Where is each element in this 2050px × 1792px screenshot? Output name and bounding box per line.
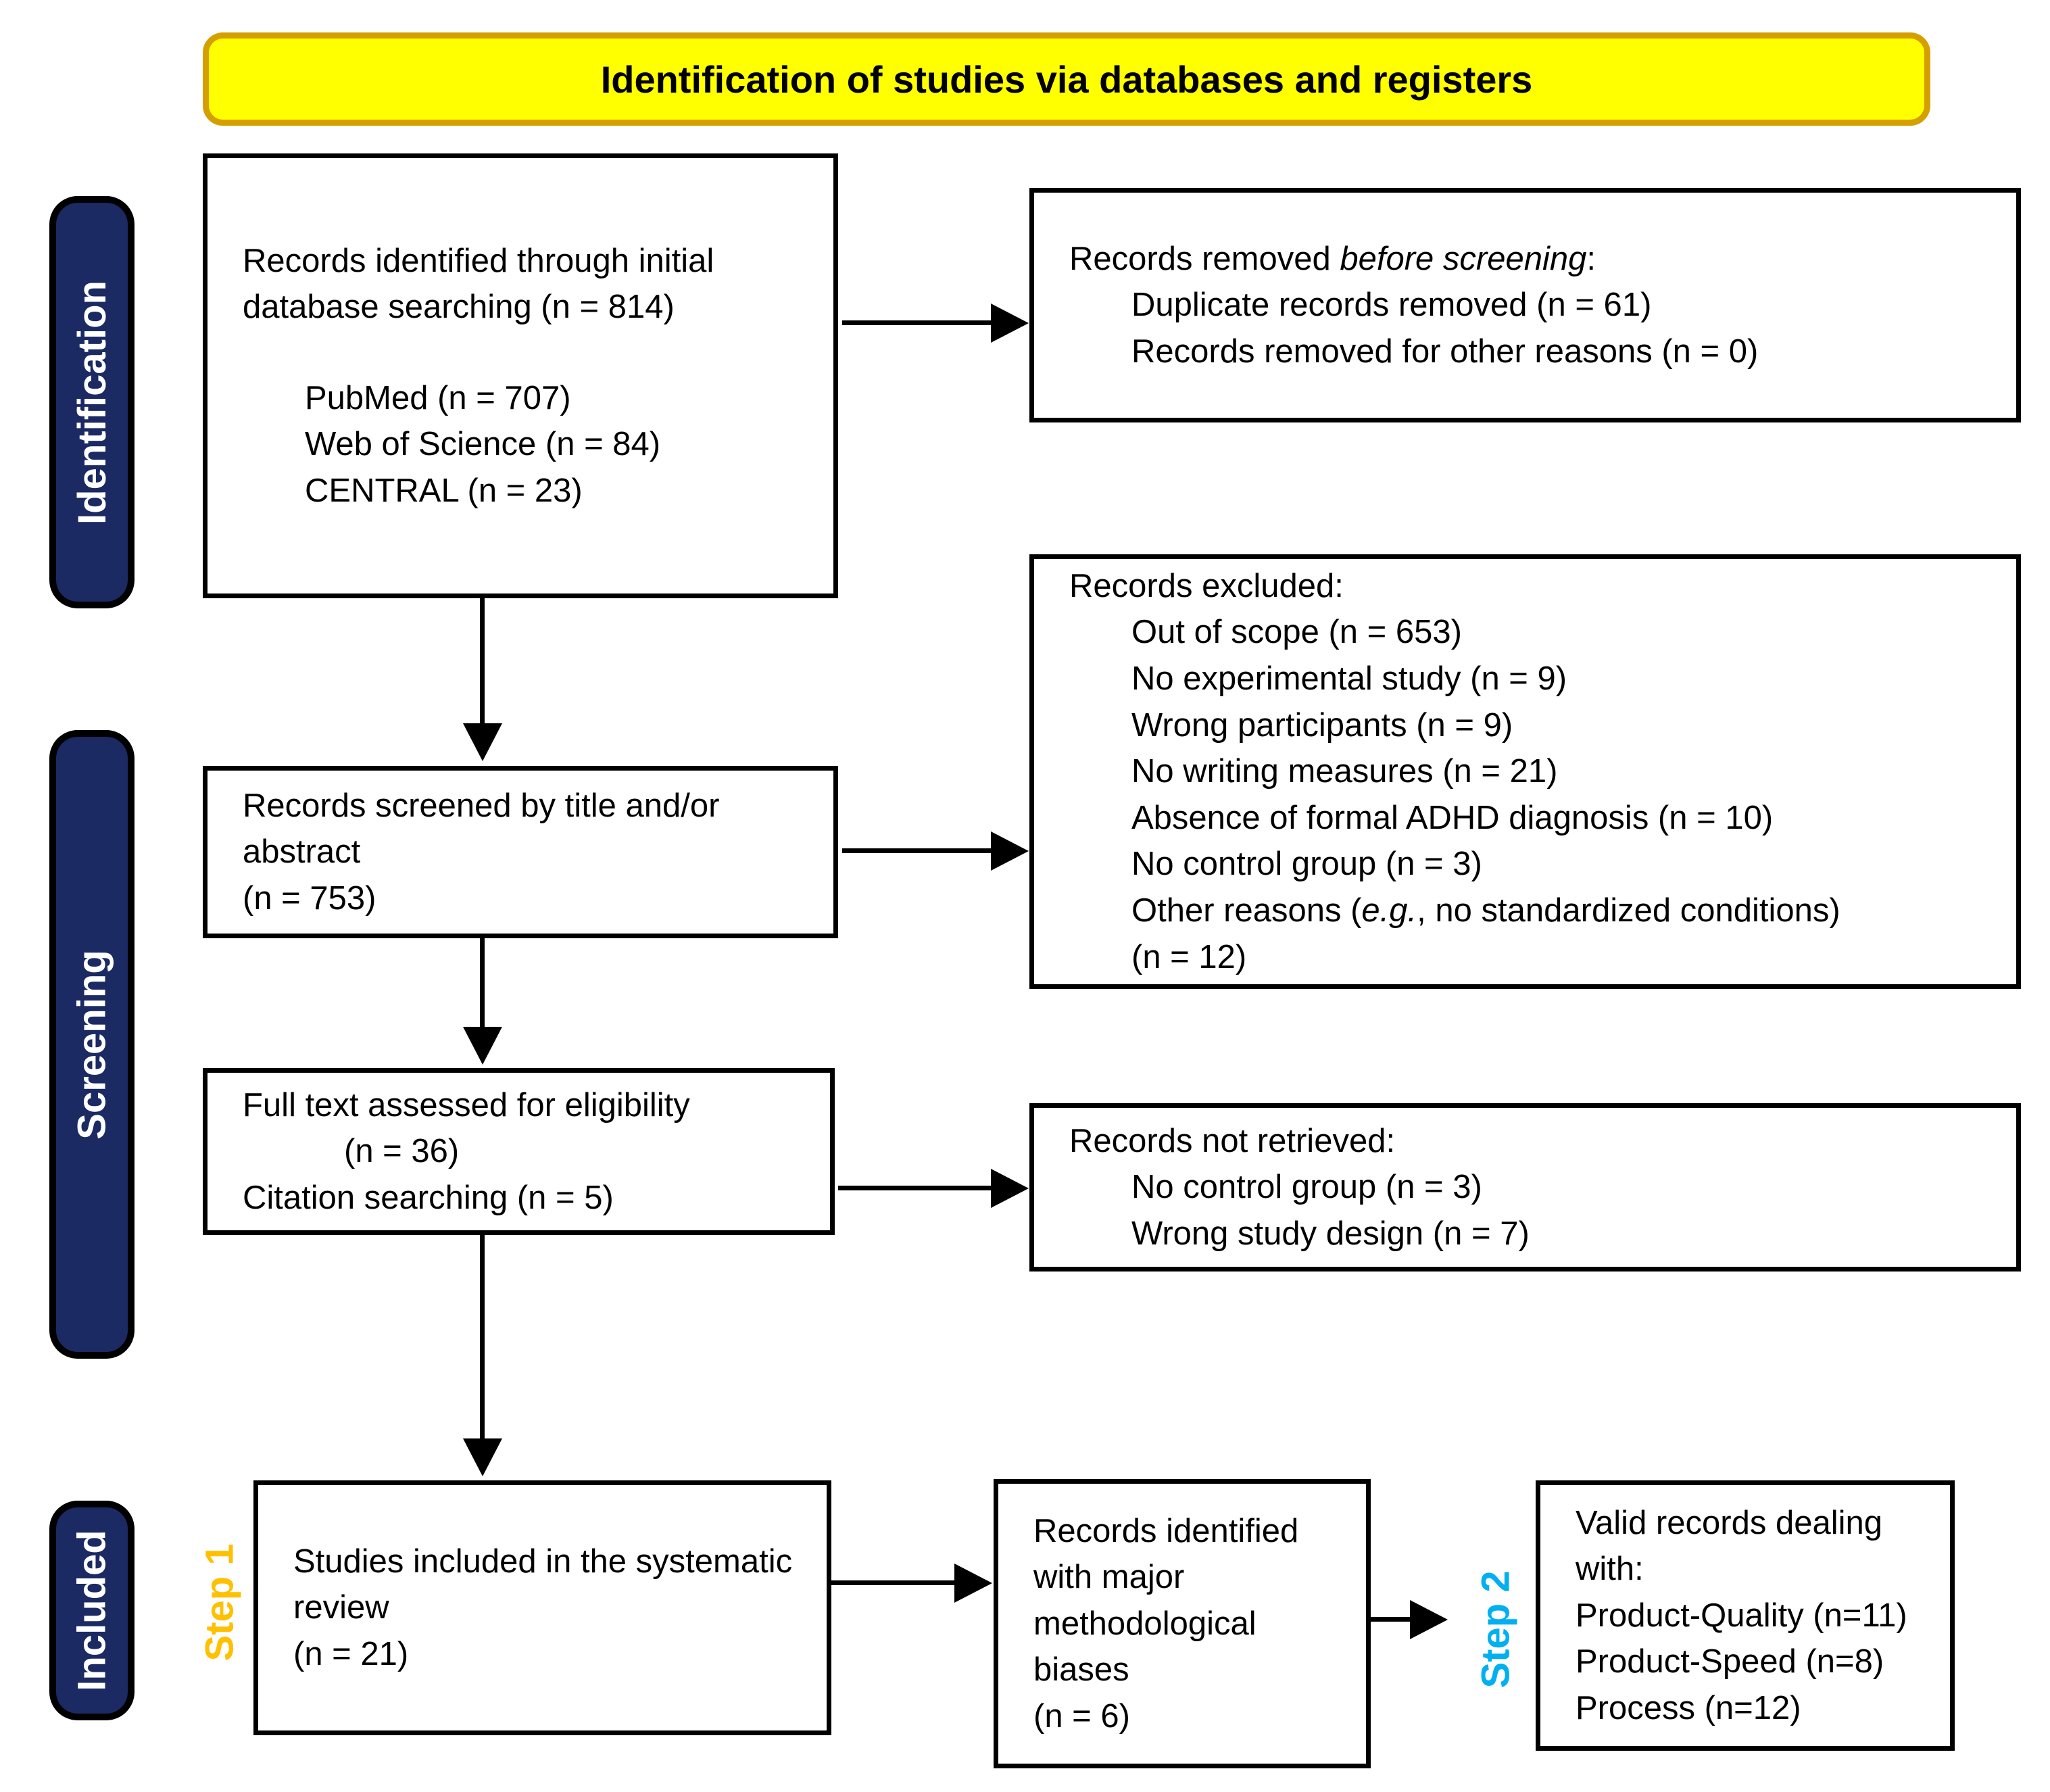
box-records-screened (203, 766, 838, 938)
step2-label-container (1453, 1521, 1538, 1737)
box-fulltext-assessed (203, 1068, 835, 1235)
studies-included-count: (n = 21) (293, 1635, 409, 1672)
arrow-line (480, 598, 485, 725)
spacer (243, 331, 813, 375)
box-records-excluded (1029, 554, 2021, 989)
excluded-item-other-reasons (1069, 888, 1996, 934)
arrow-line (842, 848, 992, 853)
fulltext-count: (n = 36) (344, 1133, 460, 1170)
records-removed-title-suffix: : (1586, 240, 1596, 277)
arrowhead-down-icon (463, 1438, 502, 1476)
box-records-removed (1029, 188, 2021, 422)
valid-process: Process (n=12) (1576, 1689, 1801, 1726)
arrow-line (842, 320, 992, 325)
removed-item-other: Records removed for other reasons (n = 0) (1131, 333, 1759, 370)
valid-product-quality: Product-Quality (n=11) (1576, 1597, 1907, 1634)
source-pubmed: PubMed (n = 707) (305, 379, 571, 416)
biases-count: (n = 6) (1033, 1697, 1130, 1735)
excluded-other-count: (n = 12) (1131, 938, 1247, 975)
arrowhead-right-icon (954, 1564, 992, 1603)
records-removed-title-prefix: Records removed (1069, 240, 1340, 277)
citation-searching: Citation searching (n = 5) (243, 1179, 614, 1216)
excluded-item-wrong-participants: Wrong participants (n = 9) (1131, 706, 1513, 744)
excluded-item-out-of-scope: Out of scope (n = 653) (1131, 614, 1462, 651)
stage-included-label: Included (70, 1530, 114, 1691)
not-retrieved-no-control: No control group (n = 3) (1131, 1169, 1482, 1206)
excluded-item-no-writing: No writing measures (n = 21) (1131, 753, 1558, 790)
arrowhead-right-icon (991, 1169, 1029, 1208)
removed-item-duplicates: Duplicate records removed (n = 61) (1131, 287, 1652, 324)
fulltext-text: Full text assessed for eligibility (243, 1086, 690, 1123)
box-valid-records (1536, 1480, 1955, 1751)
source-central: CENTRAL (n = 23) (305, 472, 583, 509)
records-removed-title-italic: before screening (1340, 240, 1587, 277)
stage-included (49, 1501, 135, 1720)
box-records-not-retrieved (1029, 1103, 2021, 1272)
valid-product-speed: Product-Speed (n=8) (1576, 1643, 1884, 1680)
arrowhead-down-icon (463, 1027, 502, 1065)
box-records-identified (203, 153, 838, 598)
arrow-line (831, 1580, 956, 1585)
biases-text: Records identified with major methodological biases (1033, 1512, 1299, 1689)
records-identified-text: Records identified through initial database searching (n = 814) (243, 242, 714, 326)
stage-identification-label: Identification (70, 280, 114, 525)
excluded-other-prefix: Other reasons ( (1131, 892, 1362, 929)
records-screened-count: (n = 753) (243, 879, 376, 917)
step2-label: Step 2 (1473, 1570, 1518, 1689)
step1-label-container (177, 1494, 262, 1710)
records-screened-text: Records screened by title and/or abstract (243, 787, 720, 871)
stage-identification (49, 196, 135, 608)
valid-title: Valid records dealing with: (1576, 1504, 1882, 1588)
box-records-biases (994, 1479, 1371, 1768)
arrow-line (1371, 1617, 1411, 1622)
arrow-line (480, 1235, 485, 1440)
arrowhead-right-icon (991, 831, 1029, 871)
studies-included-text: Studies included in the systematic review (293, 1543, 793, 1626)
excluded-other-suffix: , no standardized conditions) (1417, 892, 1840, 929)
records-removed-title (1069, 236, 1996, 283)
excluded-item-no-control: No control group (n = 3) (1131, 846, 1482, 883)
source-web-of-science: Web of Science (n = 84) (305, 426, 661, 463)
step1-label: Step 1 (197, 1543, 242, 1662)
diagram-title: Identification of studies via databases and registers (600, 57, 1533, 101)
records-excluded-title: Records excluded: (1069, 567, 1344, 604)
not-retrieved-title: Records not retrieved: (1069, 1122, 1396, 1159)
stage-screening (49, 730, 135, 1359)
stage-screening-label: Screening (70, 949, 114, 1140)
arrowhead-down-icon (463, 723, 502, 761)
excluded-item-no-experimental: No experimental study (n = 9) (1131, 660, 1567, 698)
arrowhead-right-icon (991, 304, 1029, 343)
box-studies-included (253, 1480, 831, 1735)
arrow-line (838, 1186, 992, 1190)
not-retrieved-wrong-design: Wrong study design (n = 7) (1131, 1215, 1530, 1252)
arrowhead-right-icon (1410, 1600, 1448, 1639)
title-banner (203, 32, 1930, 126)
excluded-item-no-diagnosis: Absence of formal ADHD diagnosis (n = 10) (1131, 799, 1774, 836)
arrow-line (480, 938, 485, 1029)
excluded-other-italic: e.g. (1361, 892, 1417, 929)
